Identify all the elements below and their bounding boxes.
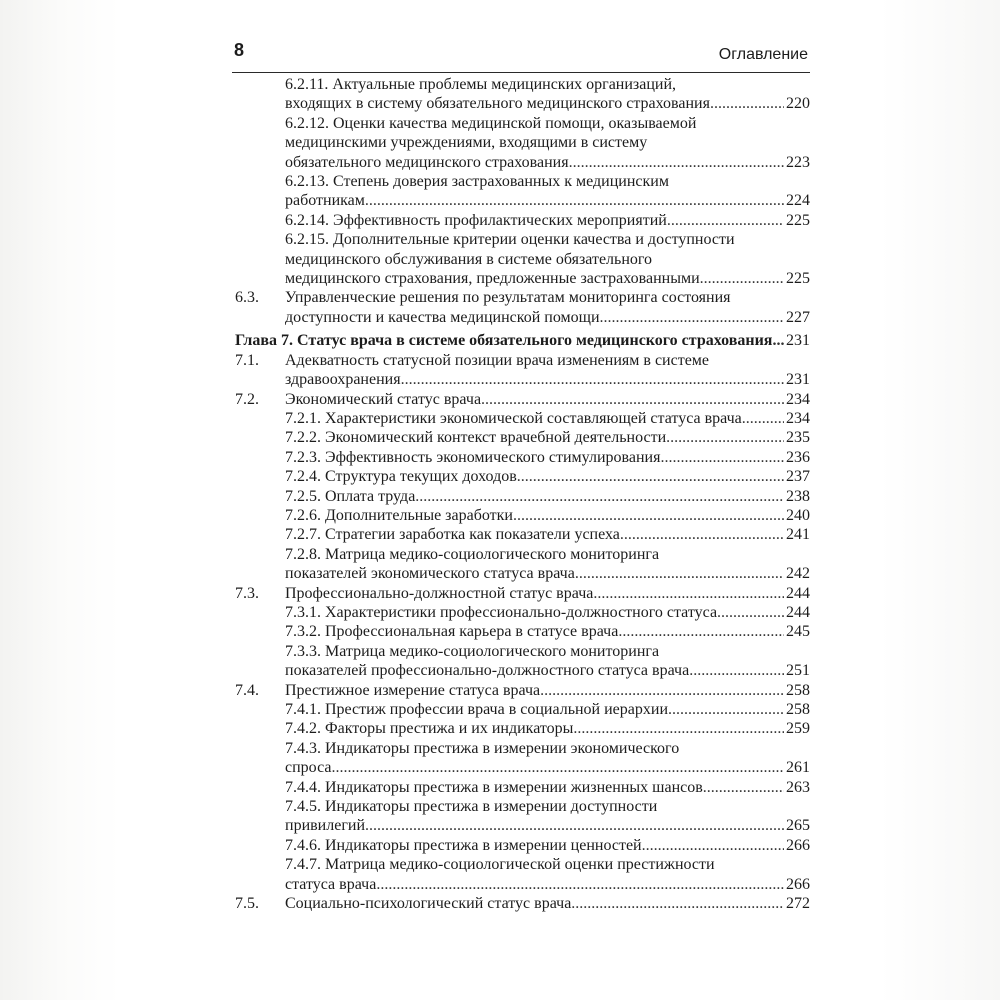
toc-entry-title-line: 7.3.3. Матрица медико-социологического мониторинга [285, 642, 660, 660]
toc-entry-title-line: Профессионально-должностной статус врача [285, 584, 594, 602]
toc-entry-title-line: Управленческие решения по результатам мониторинга состояния [285, 289, 731, 307]
toc-entry-title-line: входящих в систему обязательного медицинского страхования [285, 95, 710, 113]
toc-entry-title-line: 7.2.2. Экономический контекст врачебной деятельности [285, 429, 667, 447]
page-header [232, 38, 810, 73]
dot-leader [331, 758, 784, 777]
toc-entry-title-line: 7.4.5. Индикаторы престижа в измерении доступности [285, 798, 658, 816]
toc-entry-title-line: 6.2.15. Дополнительные критерии оценки качества и доступности [285, 231, 735, 249]
toc-entry-number: 7.4. [235, 681, 259, 699]
toc-section [220, 584, 810, 603]
toc-page-number: 244 [786, 603, 810, 621]
toc-entry-title-line: работникам [285, 192, 365, 210]
dot-leader [703, 778, 784, 797]
dot-leader [517, 467, 784, 486]
dot-leader [365, 816, 784, 835]
toc-page-number: 236 [786, 448, 810, 466]
toc-page-number: 241 [786, 526, 810, 544]
toc-entry-number: 7.5. [235, 895, 259, 913]
toc-entry-title-line: 6.2.14. Эффективность профилактических мероприятий [285, 211, 667, 229]
toc-entry-title-line: 7.4.7. Матрица медико-социологической оценки престижности [285, 856, 715, 874]
toc-page-number: 251 [786, 662, 810, 680]
toc-entry-title-line: 7.4.1. Престиж профессии врача в социальной иерархии [285, 701, 669, 718]
toc-page-number: 240 [786, 506, 810, 524]
dot-leader [700, 269, 784, 288]
toc-entry-title-line: 7.2.1. Характеристики экономической составляющей статуса врача [285, 409, 742, 427]
toc-page-number: 272 [786, 895, 810, 913]
toc-page-number: 225 [786, 270, 810, 288]
toc-entry-title-line: 7.2.5. Оплата труда [285, 487, 416, 505]
toc-entry-title-line: медицинского обслуживания в системе обязательного [285, 250, 653, 268]
dot-leader [401, 370, 784, 389]
toc-subsection [220, 409, 810, 428]
toc-page-number: 235 [786, 429, 810, 447]
toc-subsection [220, 545, 810, 584]
toc-entry-title-line: 7.4.6. Индикаторы престижа в измерении ценностей [285, 836, 642, 854]
dot-leader [415, 487, 784, 506]
toc-page-number: 234 [786, 409, 810, 427]
toc-entry-title-line: Престижное измерение статуса врача [285, 681, 541, 699]
toc-entry-number: 7.2. [235, 390, 259, 408]
toc-page-number: 225 [786, 211, 810, 229]
toc-page-number: 238 [786, 487, 810, 505]
toc-page-number: 227 [786, 308, 810, 326]
dot-leader [666, 428, 784, 447]
toc-entry-number: 6.3. [235, 289, 259, 307]
toc-entry-title-line: 7.3.1. Характеристики профессионально-должностного статуса [285, 603, 718, 621]
dot-leader [668, 700, 784, 719]
toc-entry-title-line: Экономический статус врача [285, 390, 482, 408]
toc-entry-number: 7.3. [235, 584, 259, 602]
toc-entry-title-line: 7.2.8. Матрица медико-социологического мониторинга [285, 545, 660, 563]
dot-leader [600, 308, 784, 327]
toc-subsection [220, 719, 810, 738]
toc-subsection [220, 230, 810, 288]
toc-subsection [220, 428, 810, 447]
toc-entry-title-line: медицинского страхования, предложенные застрахованными [285, 270, 700, 288]
toc-subsection [220, 211, 810, 230]
toc-subsection [220, 448, 810, 467]
toc-entry-title-line: медицинскими учреждениями, входящими в систему [285, 134, 648, 152]
toc-chapter [220, 331, 810, 350]
toc-entry-number: 7.1. [235, 351, 259, 369]
toc-subsection [220, 75, 810, 114]
toc-subsection [220, 114, 810, 172]
toc-page-number: 234 [786, 390, 810, 408]
toc-entry-title-line: показателей экономического статуса врача [285, 565, 575, 583]
table-of-contents [220, 75, 810, 913]
toc-section [220, 351, 810, 390]
dot-leader [660, 448, 784, 467]
dot-leader [376, 875, 784, 894]
toc-section [220, 288, 810, 327]
toc-subsection [220, 525, 810, 544]
dot-leader [772, 331, 784, 350]
dot-leader [667, 211, 784, 230]
toc-page-number: 261 [786, 759, 810, 777]
toc-page-number: 266 [786, 836, 810, 854]
dot-leader [365, 191, 784, 210]
dot-leader [642, 836, 784, 855]
toc-subsection [220, 622, 810, 641]
dot-leader [593, 584, 784, 603]
toc-subsection [220, 700, 810, 719]
dot-leader [620, 525, 784, 544]
toc-subsection [220, 836, 810, 855]
toc-entry-title-line: привилегий [285, 817, 366, 835]
dot-leader [689, 661, 784, 680]
toc-subsection [220, 778, 810, 797]
toc-subsection [220, 467, 810, 486]
dot-leader [618, 622, 784, 641]
toc-page-number: 265 [786, 817, 810, 835]
toc-entry-title-line: доступности и качества медицинской помощи [285, 308, 600, 326]
dot-leader [710, 94, 784, 113]
toc-entry-title-line: спроса [285, 759, 332, 777]
toc-page-number: 223 [786, 153, 810, 171]
running-head: Оглавление [718, 46, 808, 63]
toc-page-number: 266 [786, 875, 810, 893]
toc-section [220, 894, 810, 913]
toc-page-number: 258 [786, 681, 810, 699]
toc-entry-title-line: 7.2.3. Эффективность экономического стимулирования [285, 448, 661, 466]
toc-entry-title-line: обязательного медицинского страхования [285, 153, 569, 171]
toc-entry-title-line: 7.2.7. Стратегии заработка как показатели успеха [285, 526, 620, 544]
dot-leader [742, 409, 784, 428]
toc-subsection [220, 855, 810, 894]
dot-leader [569, 153, 784, 172]
toc-entry-title-line: 7.2.6. Дополнительные заработки [285, 506, 513, 524]
toc-page-number: 259 [786, 720, 810, 738]
dot-leader [717, 603, 784, 622]
toc-entry-title-line: 7.4.3. Индикаторы престижа в измерении экономического [285, 739, 680, 757]
dot-leader [571, 894, 784, 913]
toc-page-number: 244 [786, 584, 810, 602]
toc-entry-title-line: 6.2.11. Актуальные проблемы медицинских организаций, [285, 76, 677, 93]
toc-subsection [220, 797, 810, 836]
toc-entry-title-line: 7.4.4. Индикаторы престижа в измерении жизненных шансов [285, 778, 703, 796]
toc-page-number: 258 [786, 701, 810, 718]
page-number: 8 [234, 40, 245, 60]
toc-entry-title-line: Социально-психологический статус врача [285, 895, 572, 913]
dot-leader [540, 681, 784, 700]
toc-subsection [220, 603, 810, 622]
toc-page-number: 231 [786, 371, 810, 389]
toc-entry-title-line: Глава 7. Статус врача в системе обязательного медицинского страхования [235, 332, 773, 350]
toc-entry-title-line: статуса врача [285, 875, 377, 893]
dot-leader [575, 564, 784, 583]
toc-subsection [220, 642, 810, 681]
toc-entry-title-line: 7.2.4. Структура текущих доходов [285, 468, 517, 486]
toc-entry-title-line: здравоохранения [285, 371, 401, 389]
toc-entry-title-line: 7.3.2. Профессиональная карьера в статусе врача [285, 623, 619, 641]
toc-subsection [220, 487, 810, 506]
toc-subsection [220, 739, 810, 778]
toc-entry-title-line: Адекватность статусной позиции врача изменениям в системе [285, 351, 710, 369]
toc-page-number: 231 [786, 332, 810, 350]
toc-subsection [220, 506, 810, 525]
toc-entry-title-line: показателей профессионально-должностного статуса врача [285, 662, 690, 680]
toc-page-number: 242 [786, 565, 810, 583]
toc-page-number: 224 [786, 192, 810, 210]
dot-leader [573, 719, 784, 738]
dot-leader [481, 390, 784, 409]
toc-entry-title-line: 6.2.13. Степень доверия застрахованных к медицинским [285, 173, 669, 191]
toc-section [220, 681, 810, 700]
toc-subsection [220, 172, 810, 211]
toc-page-number: 263 [786, 778, 810, 796]
toc-entry-title-line: 7.4.2. Факторы престижа и их индикаторы [285, 720, 574, 738]
toc-entry-title-line: 6.2.12. Оценки качества медицинской помощи, оказываемой [285, 114, 697, 132]
toc-section [220, 390, 810, 409]
toc-page-number: 237 [786, 468, 810, 486]
toc-page-number: 245 [786, 623, 810, 641]
toc-page-number: 220 [786, 95, 810, 113]
dot-leader [513, 506, 784, 525]
